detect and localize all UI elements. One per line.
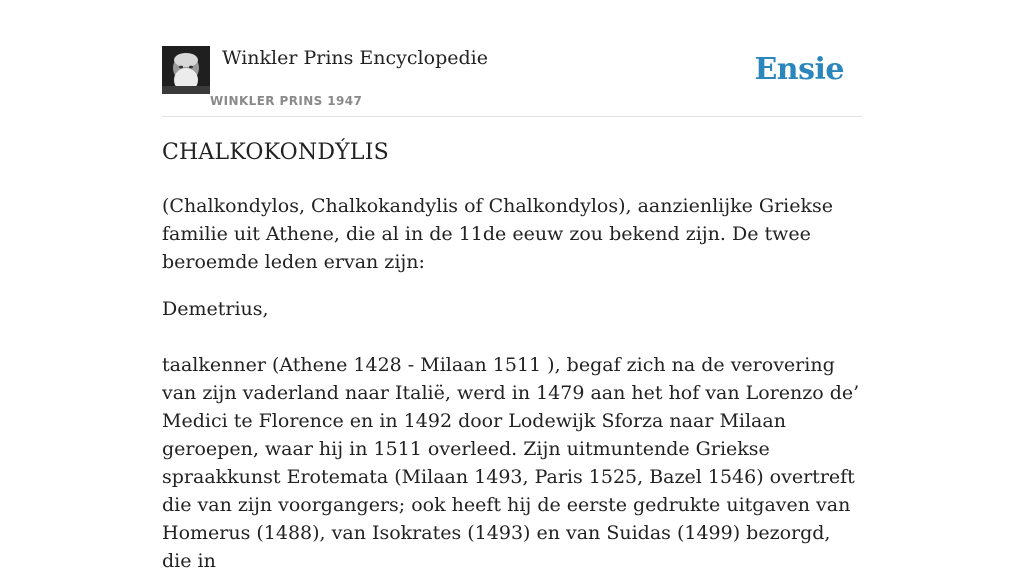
brand-logo[interactable]: Ensie (754, 52, 844, 87)
person-biography: taalkenner (Athene 1428 - Milaan 1511 ), begaf zich na de verovering van zijn vaderland naar Italië, werd in 1479 aan het hof van Lorenzo de’ Medici te Florence en in 1492 door Lodewijk Sforza naar Milaan geroepen, waar hij in 1511 overleed. Zijn uitmuntende Griekse spraakkunst Erotemata (Milaan 1493, Paris 1525, Bazel 1546) overtreft die van zijn voorgangers; ook heeft hij de eerste gedrukte uitgaven van Homerus (1488), van Isokrates (1493) en van Suidas (1499) bezorgd, die in (162, 354, 860, 572)
site-name[interactable]: Winkler Prins Encyclopedie (222, 47, 488, 69)
header (162, 46, 862, 117)
article-intro: (Chalkondylos, Chalkokandylis of Chalkondylos), aanzienlijke Griekse familie uit Athene, die al in de 11de eeuw zou bekend zijn. De twee beroemde leden ervan zijn: (162, 195, 833, 273)
portrait-image (162, 46, 210, 94)
avatar[interactable] (162, 46, 210, 94)
person-name: Demetrius, (162, 298, 269, 320)
source-subtitle[interactable]: WINKLER PRINS 1947 (210, 94, 363, 108)
article-title: CHALKOKONDÝLIS (162, 140, 389, 165)
